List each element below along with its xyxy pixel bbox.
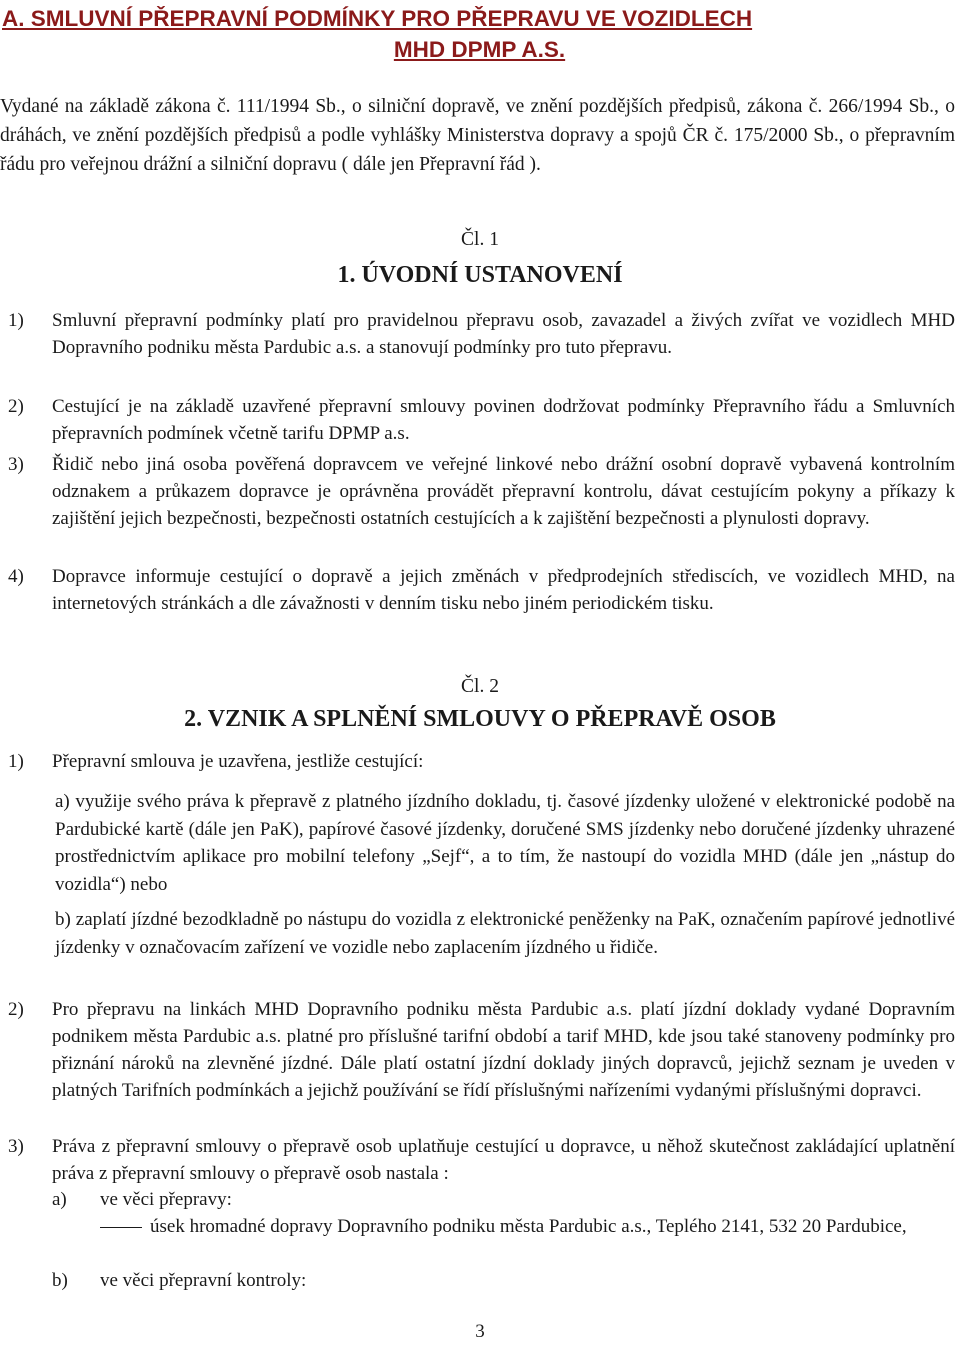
item-number: 2) [8,396,24,417]
item-number: 2) [8,999,24,1020]
item-3b-text: ve věci přepravní kontroly: [100,1270,307,1291]
intro-paragraph: Vydané na základě zákona č. 111/1994 Sb., o silniční dopravě, ve znění pozdějších předpisů, zákona č. 266/1994 Sb., o dráhách, ve znění pozdějších předpisů a podle vyhlášky Ministerstva dopravy a spojů ČR č. 175/2000 Sb., o přepravním řádu pro veřejnou drážní a silniční dopravu ( dále jen Přepravní řád ). [0,96,955,175]
item-3b-label: b) [52,1270,68,1291]
article-1-heading: 1. ÚVODNÍ USTANOVENÍ [337,262,623,288]
article-1-label: Čl. 1 [461,229,499,250]
article-1-item-1 [0,307,955,361]
article-2-sub-a: a) využije svého práva k přepravě z platného jízdního dokladu, tj. časové jízdenky uložené v elektronické podobě na Pardubické kartě (dále jen PaK), papírové časové jízdenky, doručené SMS jízdenky nebo doručené jízdenky uhrazené prostřednictvím aplikace pro mobilní telefony „Sejf“, a to tím, že nastoupí do vozidla MHD (dále jen „nástup do vozidla“) nebo [55,791,955,895]
item-number: 1) [8,310,24,331]
title-line-1: A. SMLUVNÍ PŘEPRAVNÍ PODMÍNKY PRO PŘEPRAVU VE VOZIDLECH [2,6,753,31]
item-text: Práva z přepravní smlouvy o přepravě osob uplatňuje cestující u dopravce, u něhož skutečnost zakládající uplatnění práva z přepravní smlouvy o přepravě osob nastala : [52,1136,955,1184]
title-line-2: MHD DPMP A.S. [393,37,566,62]
item-3a-dash-text: úsek hromadné dopravy Dopravního podniku města Pardubic a.s., Teplého 2141, 532 20 Pardubice, [150,1216,907,1237]
item-text: Pro přepravu na linkách MHD Dopravního podniku města Pardubic a.s. platí jízdní doklady vydané Dopravním podnikem města Pardubic a.s. platné pro příslušné tarifní období a tarif MHD, kde jsou také stanoveny podmínky pro přiznání nároků na zlevněné jízdné. Dále platí ostatní jízdní doklady jiných dopravců, jejichž seznam je uveden v platných Tarifních podmínkách a jejichž používání se řídí příslušnými nařízeními vydanými příslušnými dopravci. [52,999,955,1101]
article-2-item-2 [0,996,955,1104]
article-2-item-3 [0,1133,955,1187]
article-2-heading: 2. VZNIK A SPLNĚNÍ SMLOUVY O PŘEPRAVĚ OSOB [184,706,776,732]
item-text: Přepravní smlouva je uzavřena, jestliže cestující: [52,751,424,772]
item-3a-label: a) [52,1189,67,1210]
article-1-item-4 [0,563,955,617]
item-number: 4) [8,566,24,587]
article-1-item-3 [0,451,955,532]
article-2-item-1 [0,748,955,775]
document-title [2,3,957,65]
article-2-label: Čl. 2 [461,676,499,697]
page-number: 3 [475,1321,485,1342]
list-dash [100,1227,142,1228]
item-text: Dopravce informuje cestující o dopravě a jejich změnách v předprodejních střediscích, ve vozidlech MHD, na internetových stránkách a dle závažnosti v denním tisku nebo jiném periodickém tisku. [52,566,955,614]
item-text: Smluvní přepravní podmínky platí pro pravidelnou přepravu osob, zavazadel a živých zvířat ve vozidlech MHD Dopravního podniku města Pardubic a.s. a stanovují podmínky pro tuto přepravu. [52,310,955,358]
article-2-sub-b: b) zaplatí jízdné bezodkladně po nástupu do vozidla z elektronické peněženky na PaK, označením papírové jednotlivé jízdenky v označovacím zařízení ve vozidle nebo zaplacením jízdného u řidiče. [55,909,955,958]
item-number: 3) [8,1136,24,1157]
item-text: Cestující je na základě uzavřené přepravní smlouvy povinen dodržovat podmínky Přepravního řádu a Smluvních přepravních podmínek včetně tarifu DPMP a.s. [52,396,955,444]
item-3a-text: ve věci přepravy: [100,1189,232,1210]
item-number: 3) [8,454,24,475]
item-text: Řidič nebo jiná osoba pověřená dopravcem ve veřejné linkové nebo drážní osobní dopravě vybavená kontrolním odznakem a průkazem dopravce je oprávněna provádět přepravní kontrolu, dávat cestujícím pokyny a příkazy k zajištění jejich bezpečnosti, bezpečnosti ostatních cestujících a k zajištění bezpečnosti a plynulosti dopravy. [52,454,955,529]
article-1-item-2 [0,393,955,447]
item-number: 1) [8,751,24,772]
